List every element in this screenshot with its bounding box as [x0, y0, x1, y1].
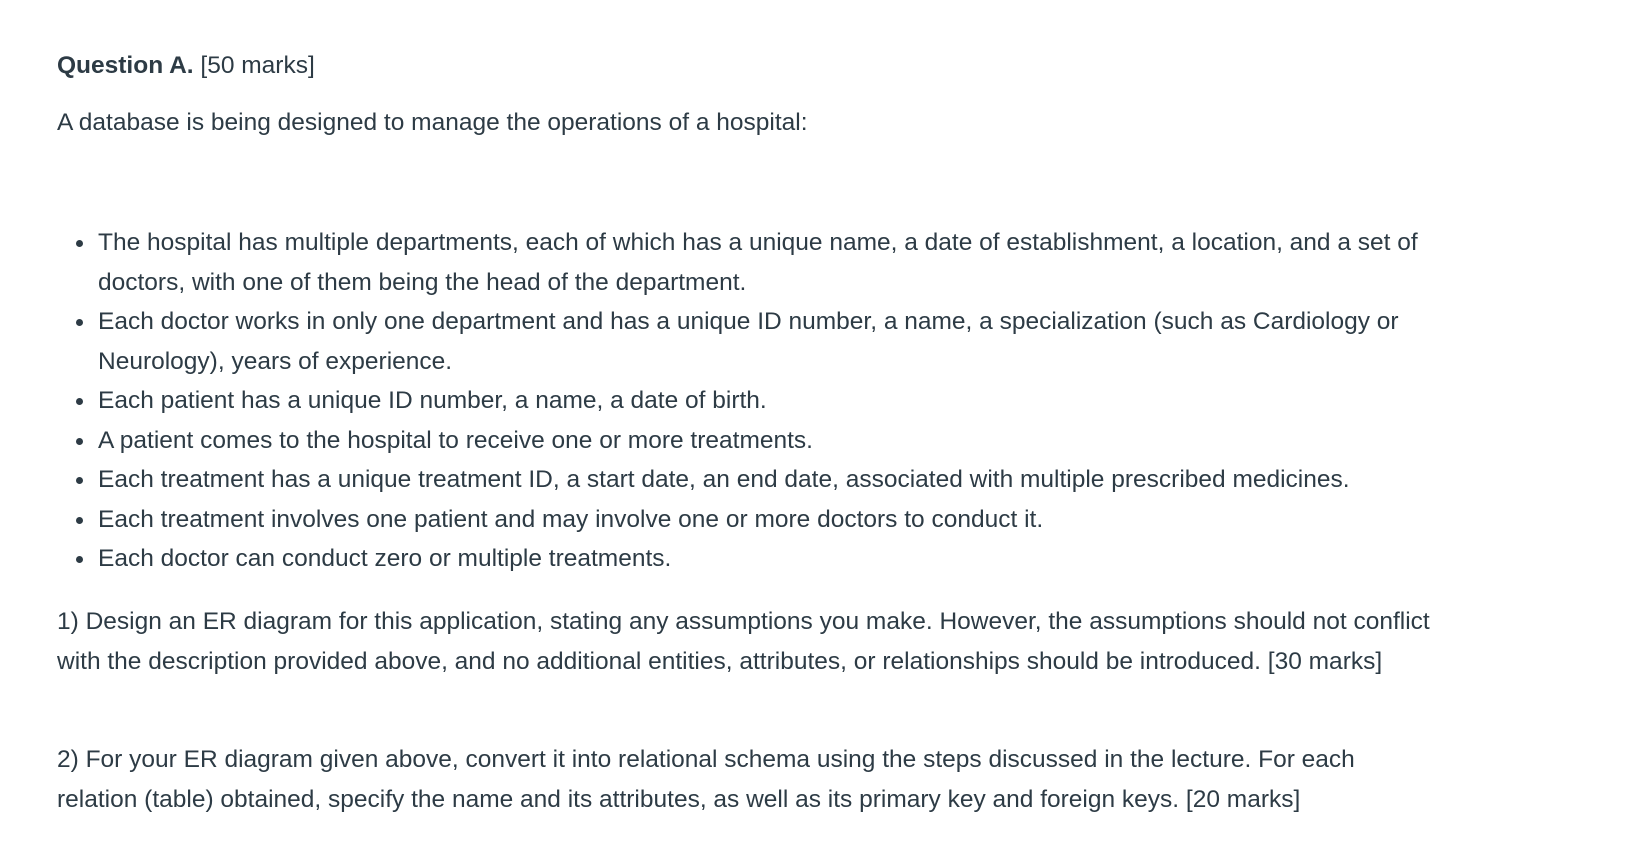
list-item: Each doctor works in only one department and has a unique ID number, a name, a specialization (such as Cardiology or Neurology), years of experience.: [98, 302, 1478, 381]
question-marks: [50 marks]: [193, 52, 315, 79]
question-heading: [57, 46, 315, 86]
list-item: Each patient has a unique ID number, a name, a date of birth.: [98, 381, 1478, 421]
task-2: 2) For your ER diagram given above, convert it into relational schema using the steps discussed in the lecture. For each relation (table) obtained, specify the name and its attributes, as well as its primary key and foreign keys. [20 marks]: [57, 746, 1355, 813]
list-item: Each treatment involves one patient and may involve one or more doctors to conduct it.: [98, 500, 1478, 540]
list-item: A patient comes to the hospital to receive one or more treatments.: [98, 421, 1478, 461]
requirements-list: [57, 223, 1478, 579]
question-title: Question A.: [57, 52, 194, 79]
list-item: Each doctor can conduct zero or multiple treatments.: [98, 539, 1478, 579]
intro-text: A database is being designed to manage the operations of a hospital:: [57, 109, 808, 136]
list-item: Each treatment has a unique treatment ID, a start date, an end date, associated with multiple prescribed medicines.: [98, 460, 1478, 500]
task-1: 1) Design an ER diagram for this application, stating any assumptions you make. However, the assumptions should not conflict with the description provided above, and no additional entities, attributes, or relationships should be introduced. [30 marks]: [57, 608, 1430, 675]
list-item: The hospital has multiple departments, each of which has a unique name, a date of establishment, a location, and a set of doctors, with one of them being the head of the department.: [98, 223, 1478, 302]
